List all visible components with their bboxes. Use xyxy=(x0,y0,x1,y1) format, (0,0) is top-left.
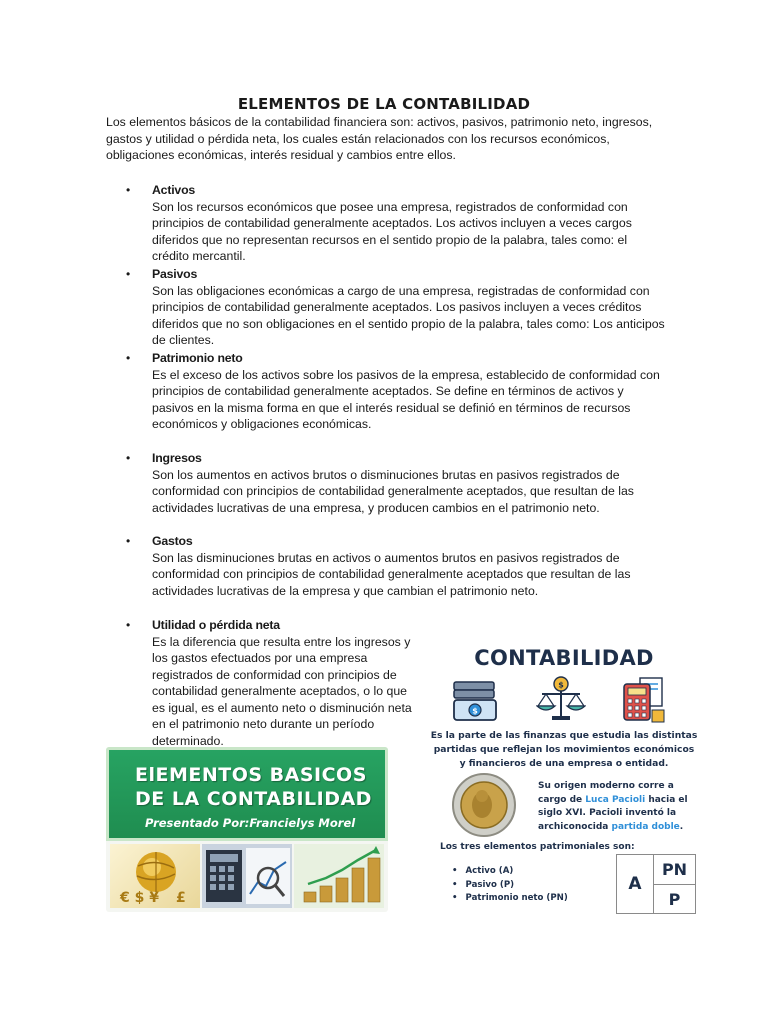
section-utilidad xyxy=(126,617,416,749)
section-heading: Patrimonio neto xyxy=(152,351,243,365)
section-heading: Gastos xyxy=(152,534,193,548)
infographic-description: Es la parte de las finanzas que estudia las distintas partidas que reflejan los movimientos económicos y financieros de una empresa o entidad. xyxy=(430,730,698,769)
section-gastos xyxy=(126,533,666,599)
section-heading: Pasivos xyxy=(152,267,198,281)
svg-text:$: $ xyxy=(558,680,564,690)
partida-doble-term: partida doble xyxy=(611,821,680,832)
intro-paragraph: Los elementos básicos de la contabilidad financiera son: activos, pasivos, patrimonio neto, ingresos, gastos y utilidad o pérdida neta, los cuales están relacionados con los recursos económicos, obligaciones económicas, interés residual y cambios entre ellos. xyxy=(106,115,653,162)
money-stack-icon xyxy=(452,678,498,727)
balance-scale-icon xyxy=(536,674,586,727)
bullet-icon: • xyxy=(126,618,131,632)
banner-line-1: ElEMENTOS BASICOS xyxy=(135,764,367,786)
bullet-icon: • xyxy=(126,183,131,197)
t-account-pasivo: P xyxy=(668,889,681,909)
banner-line-2: DE LA CONTABILIDAD xyxy=(135,788,372,810)
presentation-cover-image xyxy=(106,747,388,912)
section-heading: Activos xyxy=(152,183,196,197)
section-text: Es la diferencia que resulta entre los ingresos y los gastos efectuados por una empresa registrados de conformidad con principios de contabilidad generalmente aceptados, o lo que es igual, es el aumento neto o disminución neta en el patrimonio neto durante un período determinado. xyxy=(152,634,412,748)
origin-text-part: hacia el siglo XVI. Pacioli inventó la archiconocida xyxy=(538,794,688,832)
origin-text xyxy=(538,780,698,834)
photo-strip xyxy=(110,844,384,908)
section-patrimonio-neto xyxy=(126,350,666,433)
bullet-icon: • xyxy=(126,451,131,465)
list-item: • Patrimonio neto (PN) xyxy=(452,892,568,906)
section-heading: Ingresos xyxy=(152,451,202,465)
calculator-documents-photo xyxy=(202,844,292,908)
section-text: Es el exceso de los activos sobre los pasivos de la empresa, establecido de conformidad con principios de contabilidad generalmente aceptados. Se define en términos de activos y pasivos en la misma forma en que el interés residual se definió en términos de recursos económicos y obligaciones económicas. xyxy=(152,367,660,431)
list-item: • Activo (A) xyxy=(452,865,568,879)
contabilidad-infographic xyxy=(430,640,698,918)
list-item: • Pasivo (P) xyxy=(452,879,568,893)
pacioli-name: Luca Pacioli xyxy=(585,794,646,805)
t-account-activo: A xyxy=(617,855,654,913)
coin-icon xyxy=(446,772,522,843)
green-banner xyxy=(106,747,388,841)
page-title: ELEMENTOS DE LA CONTABILIDAD xyxy=(237,95,531,113)
infographic-title: CONTABILIDAD xyxy=(474,646,654,670)
section-activos xyxy=(126,182,666,265)
section-text: Son los recursos económicos que posee una empresa, registrados de conformidad con principios de contabilidad generalmente aceptados. Los activos incluyen a veces cargos diferidos que no representan recursos en el sentido propio de la palabra, tales como: el crédito mercantil. xyxy=(152,199,632,263)
section-text: Son los aumentos en activos brutos o disminuciones brutas en pasivos registrados de conformidad con principios de contabilidad generalmente aceptados, que resultan de las actividades lucrativas de una empresa, y producen cambios en el patrimonio neto. xyxy=(152,467,634,515)
section-ingresos xyxy=(126,450,666,516)
t-account-patrimonio: PN xyxy=(654,855,695,885)
t-account-diagram xyxy=(616,854,696,914)
section-text: Son las obligaciones económicas a cargo de una empresa, registradas de conformidad con principios de contabilidad generalmente aceptados. Los pasivos incluyen a veces créditos diferidos que no son obligaciones en el sentido propio de la palabra, tales como: Los anticipos de clientes. xyxy=(152,283,665,347)
svg-text:£: £ xyxy=(176,890,186,906)
section-heading: Utilidad o pérdida neta xyxy=(152,618,280,632)
elements-list xyxy=(452,865,568,906)
origin-text-part: . xyxy=(679,821,684,832)
section-text: Son las disminuciones brutas en activos o aumentos brutos en pasivos registrados de conformidad con principios de contabilidad generalmente aceptados que resultan de las actividades lucrativas de la empresa y que cambian el patrimonio neto. xyxy=(152,550,631,598)
golden-globe-photo xyxy=(110,844,200,908)
elements-heading: Los tres elementos patrimoniales son: xyxy=(440,842,635,852)
calculator-icon xyxy=(622,676,666,729)
bullet-icon: • xyxy=(126,351,131,365)
bullet-icon: • xyxy=(126,267,131,281)
origin-text-part: Su origen moderno corre a cargo de xyxy=(538,781,674,805)
bullet-icon: • xyxy=(126,534,131,548)
section-pasivos xyxy=(126,266,666,349)
coin-stacks-photo xyxy=(294,844,384,908)
svg-text:€ $ ¥: € $ ¥ xyxy=(120,890,159,906)
banner-author: Presentado Por:Francielys Morel xyxy=(145,816,356,830)
svg-text:$: $ xyxy=(472,706,478,716)
